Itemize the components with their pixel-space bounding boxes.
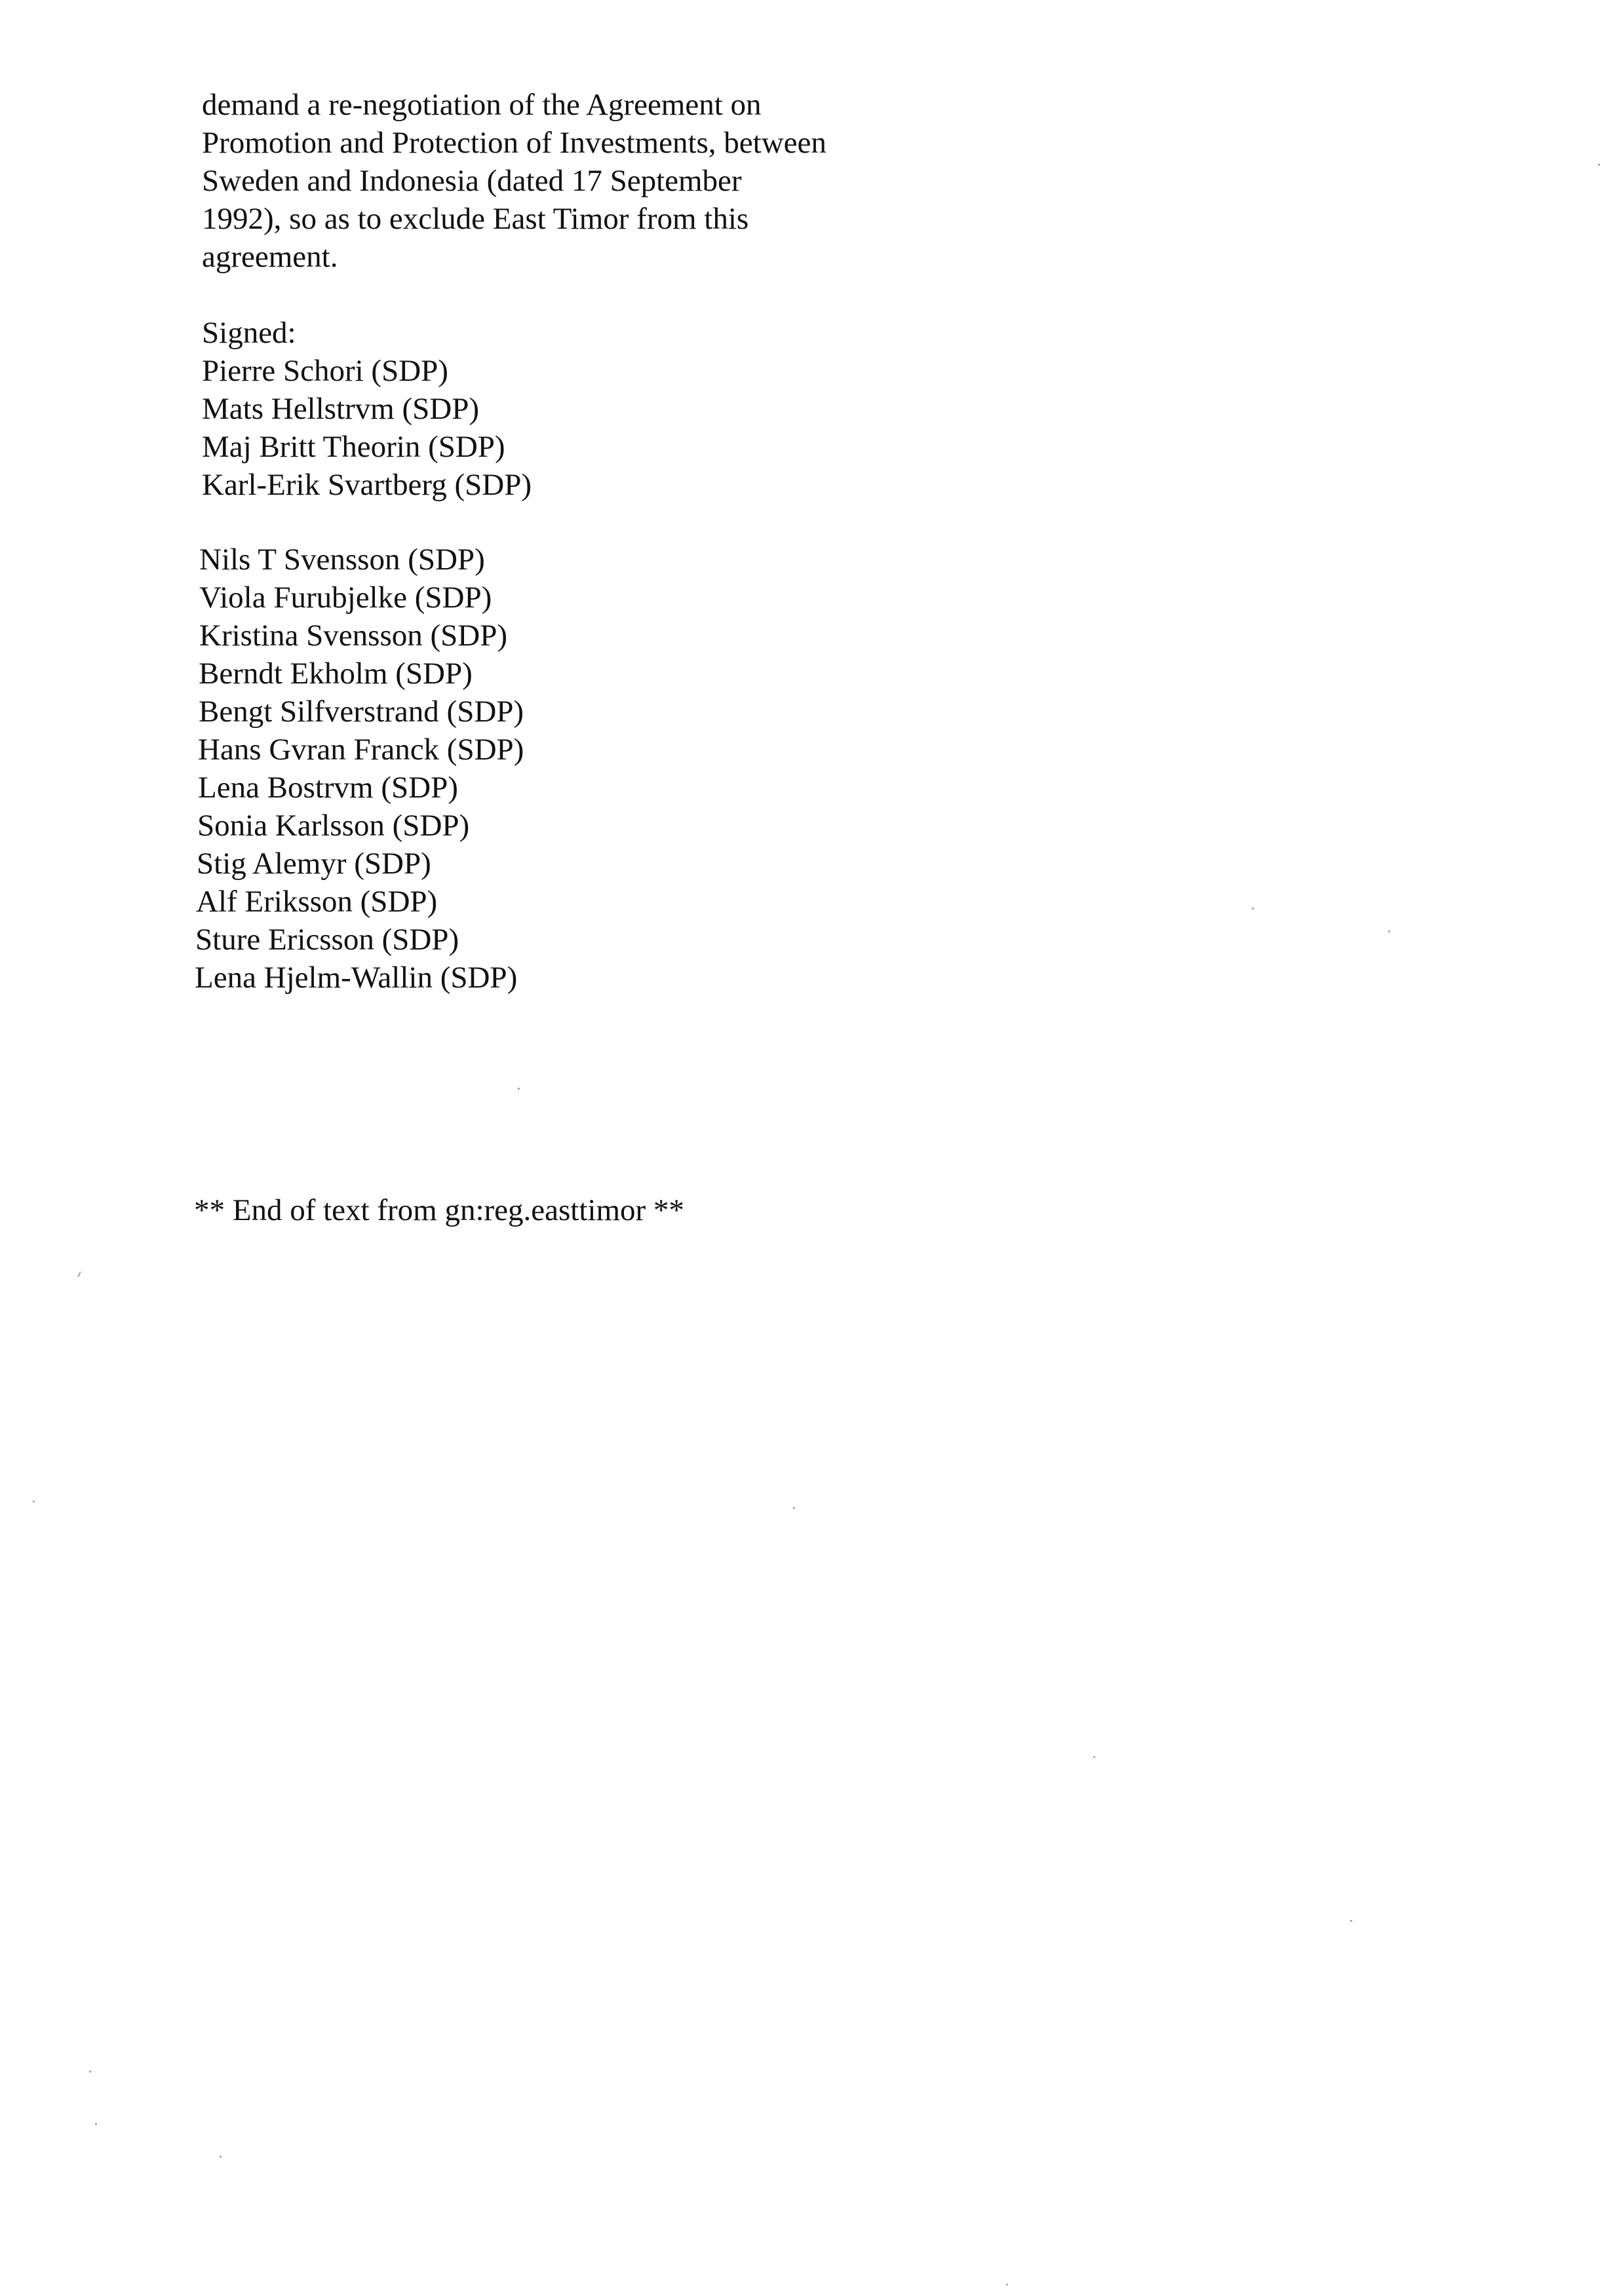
- scan-speck: [220, 2156, 222, 2158]
- signatory-name: Stig Alemyr (SDP): [197, 847, 431, 881]
- paragraph-line: Sweden and Indonesia (dated 17 September: [202, 164, 742, 198]
- scan-speck: [1350, 1920, 1352, 1922]
- signatory-name: Bengt Silfverstrand (SDP): [199, 695, 524, 729]
- signatory-name: Sonia Karlsson (SDP): [197, 809, 470, 843]
- paragraph-line: Promotion and Protection of Investments, between: [202, 126, 827, 160]
- scan-speck: [1388, 930, 1390, 932]
- signatory-name: Karl-Erik Svartberg (SDP): [202, 468, 532, 502]
- signatory-name: Alf Eriksson (SDP): [196, 885, 438, 919]
- scan-speck: [33, 1501, 35, 1502]
- signatory-name: Hans Gvran Franck (SDP): [198, 733, 524, 767]
- scan-speck: [793, 1507, 795, 1509]
- signatory-name: Kristina Svensson (SDP): [199, 619, 508, 653]
- scan-speck: [1252, 908, 1254, 909]
- scan-speck: [1093, 1756, 1095, 1758]
- signed-label: Signed:: [202, 316, 296, 350]
- scan-speck: [1598, 164, 1600, 166]
- signatory-name: Sture Ericsson (SDP): [195, 923, 459, 957]
- signatory-name: Viola Furubjelke (SDP): [199, 581, 492, 615]
- signatory-name: Pierre Schori (SDP): [202, 354, 448, 388]
- paragraph-line: 1992), so as to exclude East Timor from this: [202, 202, 749, 236]
- signatory-name: Lena Hjelm-Wallin (SDP): [195, 961, 518, 995]
- scan-speck: [77, 1271, 81, 1278]
- signatory-name: Nils T Svensson (SDP): [199, 543, 485, 577]
- scan-speck: [95, 2123, 97, 2125]
- signatory-name: Lena Bostrvm (SDP): [198, 771, 458, 805]
- scan-speck: [518, 1088, 520, 1090]
- paragraph-line: demand a re-negotiation of the Agreement on: [202, 88, 762, 122]
- signatory-name: Berndt Ekholm (SDP): [199, 657, 473, 691]
- signatory-name: Maj Britt Theorin (SDP): [202, 430, 505, 464]
- paragraph-line: agreement.: [202, 240, 338, 274]
- signatory-name: Mats Hellstrvm (SDP): [202, 392, 479, 426]
- end-of-text-note: ** End of text from gn:reg.easttimor **: [194, 1193, 684, 1227]
- scan-speck: [89, 2071, 91, 2073]
- scan-speck: [1006, 2284, 1008, 2286]
